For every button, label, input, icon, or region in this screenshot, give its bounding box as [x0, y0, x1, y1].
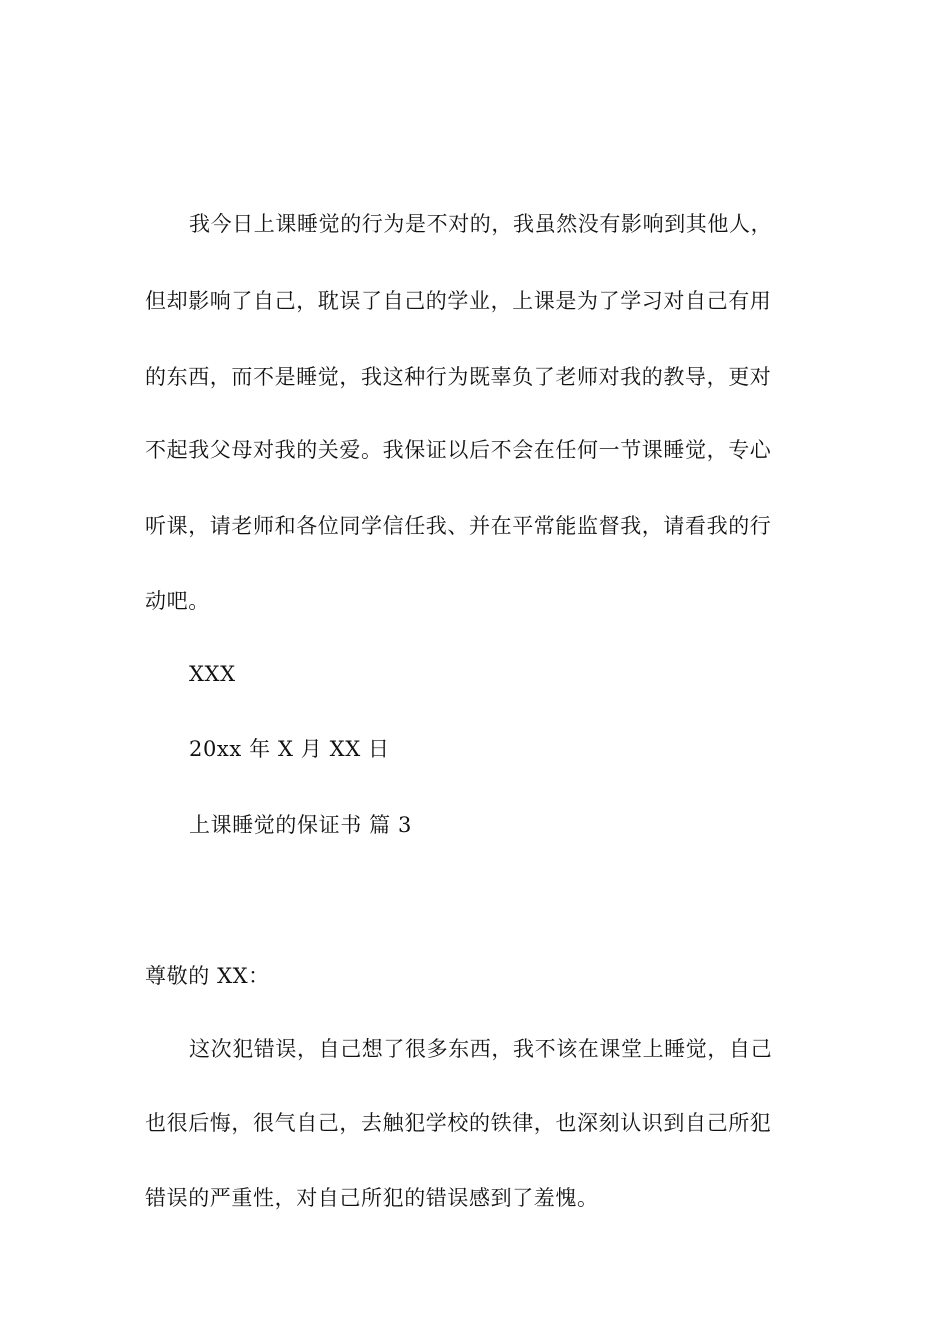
signature: XXX	[189, 662, 236, 686]
paragraph-1-line-6: 动吧。	[145, 589, 210, 613]
paragraph-2-line-1: 这次犯错误，自己想了很多东西，我不该在课堂上睡觉，自己	[189, 1037, 773, 1061]
date: 20xx 年 X 月 XX 日	[189, 737, 390, 761]
paragraph-1-line-5: 听课，请老师和各位同学信任我、并在平常能监督我，请看我的行	[145, 514, 772, 538]
paragraph-1-line-1: 我今日上课睡觉的行为是不对的，我虽然没有影响到其他人，	[189, 212, 773, 236]
paragraph-1-line-2: 但却影响了自己，耽误了自己的学业，上课是为了学习对自己有用	[145, 289, 772, 313]
salutation: 尊敬的 XX：	[145, 964, 270, 988]
section-title: 上课睡觉的保证书 篇 3	[189, 813, 412, 837]
paragraph-1-line-3: 的东西，而不是睡觉，我这种行为既辜负了老师对我的教导，更对	[145, 365, 772, 389]
paragraph-2-line-2: 也很后悔，很气自己，去触犯学校的铁律，也深刻认识到自己所犯	[145, 1111, 772, 1135]
paragraph-2-line-3: 错误的严重性，对自己所犯的错误感到了羞愧。	[145, 1186, 599, 1210]
paragraph-1-line-4: 不起我父母对我的关爱。我保证以后不会在任何一节课睡觉，专心	[145, 438, 772, 462]
